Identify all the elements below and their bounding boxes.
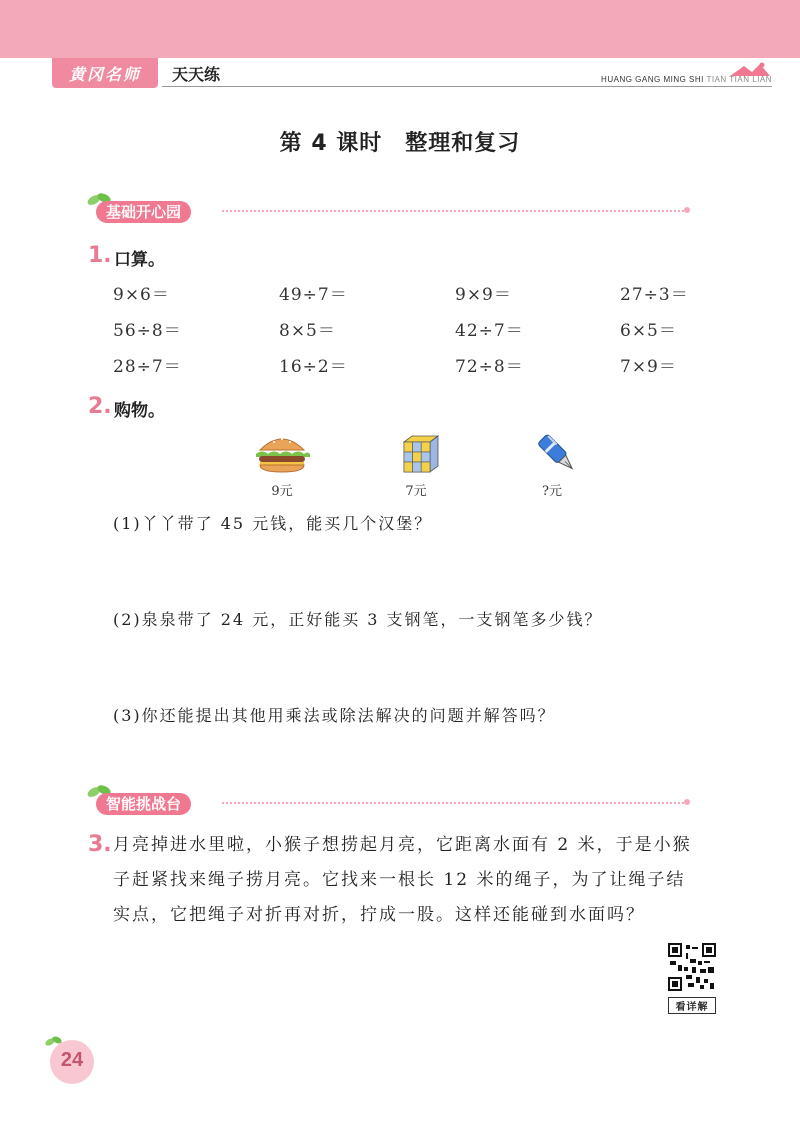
sub-question-1: (1)丫丫带了 45 元钱，能买几个汉堡？	[113, 514, 433, 533]
qr-code-block[interactable]	[668, 943, 716, 1014]
divider-end-dot	[684, 799, 690, 805]
section-tag-basic	[86, 199, 206, 225]
header-divider	[162, 86, 772, 87]
question-title: 口算。	[114, 250, 165, 270]
section-tag-challenge	[86, 791, 206, 817]
calc-item: 49÷7＝	[279, 285, 348, 305]
fountain-pen-icon	[528, 428, 588, 478]
paragraph-line: 实点，它把绳子对折再对折，拧成一股。这样还能碰到水面吗？	[113, 905, 645, 925]
paragraph-line: 子赶紧找来绳子捞月亮。它找来一根长 12 米的绳子，为了让绳子结	[113, 870, 686, 890]
price-label: 7元	[405, 484, 427, 499]
calc-item: 27÷3＝	[620, 285, 689, 305]
pinyin-sub: TIAN TIAN LIAN	[706, 75, 772, 84]
calc-item: 9×6＝	[113, 285, 170, 305]
calc-item: 72÷8＝	[455, 357, 524, 377]
brand-logo	[52, 58, 158, 88]
calc-item: 7×9＝	[620, 357, 677, 377]
sub-question-2: (2)泉泉带了 24 元，正好能买 3 支钢笔，一支钢笔多少钱？	[113, 610, 603, 629]
price-label: 9元	[271, 484, 293, 499]
page-number: 24	[60, 1049, 84, 1071]
section-divider	[222, 802, 684, 804]
qr-label[interactable]: 看详解	[668, 997, 716, 1014]
brand-text: 黄冈名师	[68, 64, 141, 84]
rubiks-cube-icon	[390, 432, 450, 476]
question-number: 2.	[88, 394, 112, 419]
series-title: 天天练	[172, 65, 221, 84]
calc-item: 16÷2＝	[279, 357, 348, 377]
question-title: 购物。	[114, 401, 165, 421]
question-paragraph	[113, 828, 733, 933]
paragraph-line: 月亮掉进水里啦，小猴子想捞起月亮，它距离水面有 2 米，于是小猴	[113, 835, 692, 855]
calc-item: 28÷7＝	[113, 357, 182, 377]
calc-item: 42÷7＝	[455, 321, 524, 341]
calc-item: 56÷8＝	[113, 321, 182, 341]
sub-question-3: (3)你还能提出其他用乘法或除法解决的问题并解答吗？	[113, 706, 556, 725]
mountain-icon	[730, 62, 770, 76]
question-number: 3.	[88, 832, 112, 857]
section-label: 基础开心园	[96, 201, 191, 223]
hamburger-icon	[252, 430, 312, 476]
price-label: ?元	[542, 484, 562, 499]
series-pinyin	[601, 75, 772, 84]
section-label: 智能挑战台	[96, 793, 191, 815]
qr-code-icon[interactable]	[668, 943, 716, 991]
pinyin-main: HUANG GANG MING SHI	[601, 75, 704, 84]
question-number: 1.	[88, 243, 112, 268]
divider-end-dot	[684, 207, 690, 213]
calc-item: 9×9＝	[455, 285, 512, 305]
calc-item: 6×5＝	[620, 321, 677, 341]
header-band	[0, 0, 800, 58]
section-divider	[222, 210, 684, 212]
calc-item: 8×5＝	[279, 321, 336, 341]
lesson-title: 第 4 课时 整理和复习	[279, 131, 521, 156]
